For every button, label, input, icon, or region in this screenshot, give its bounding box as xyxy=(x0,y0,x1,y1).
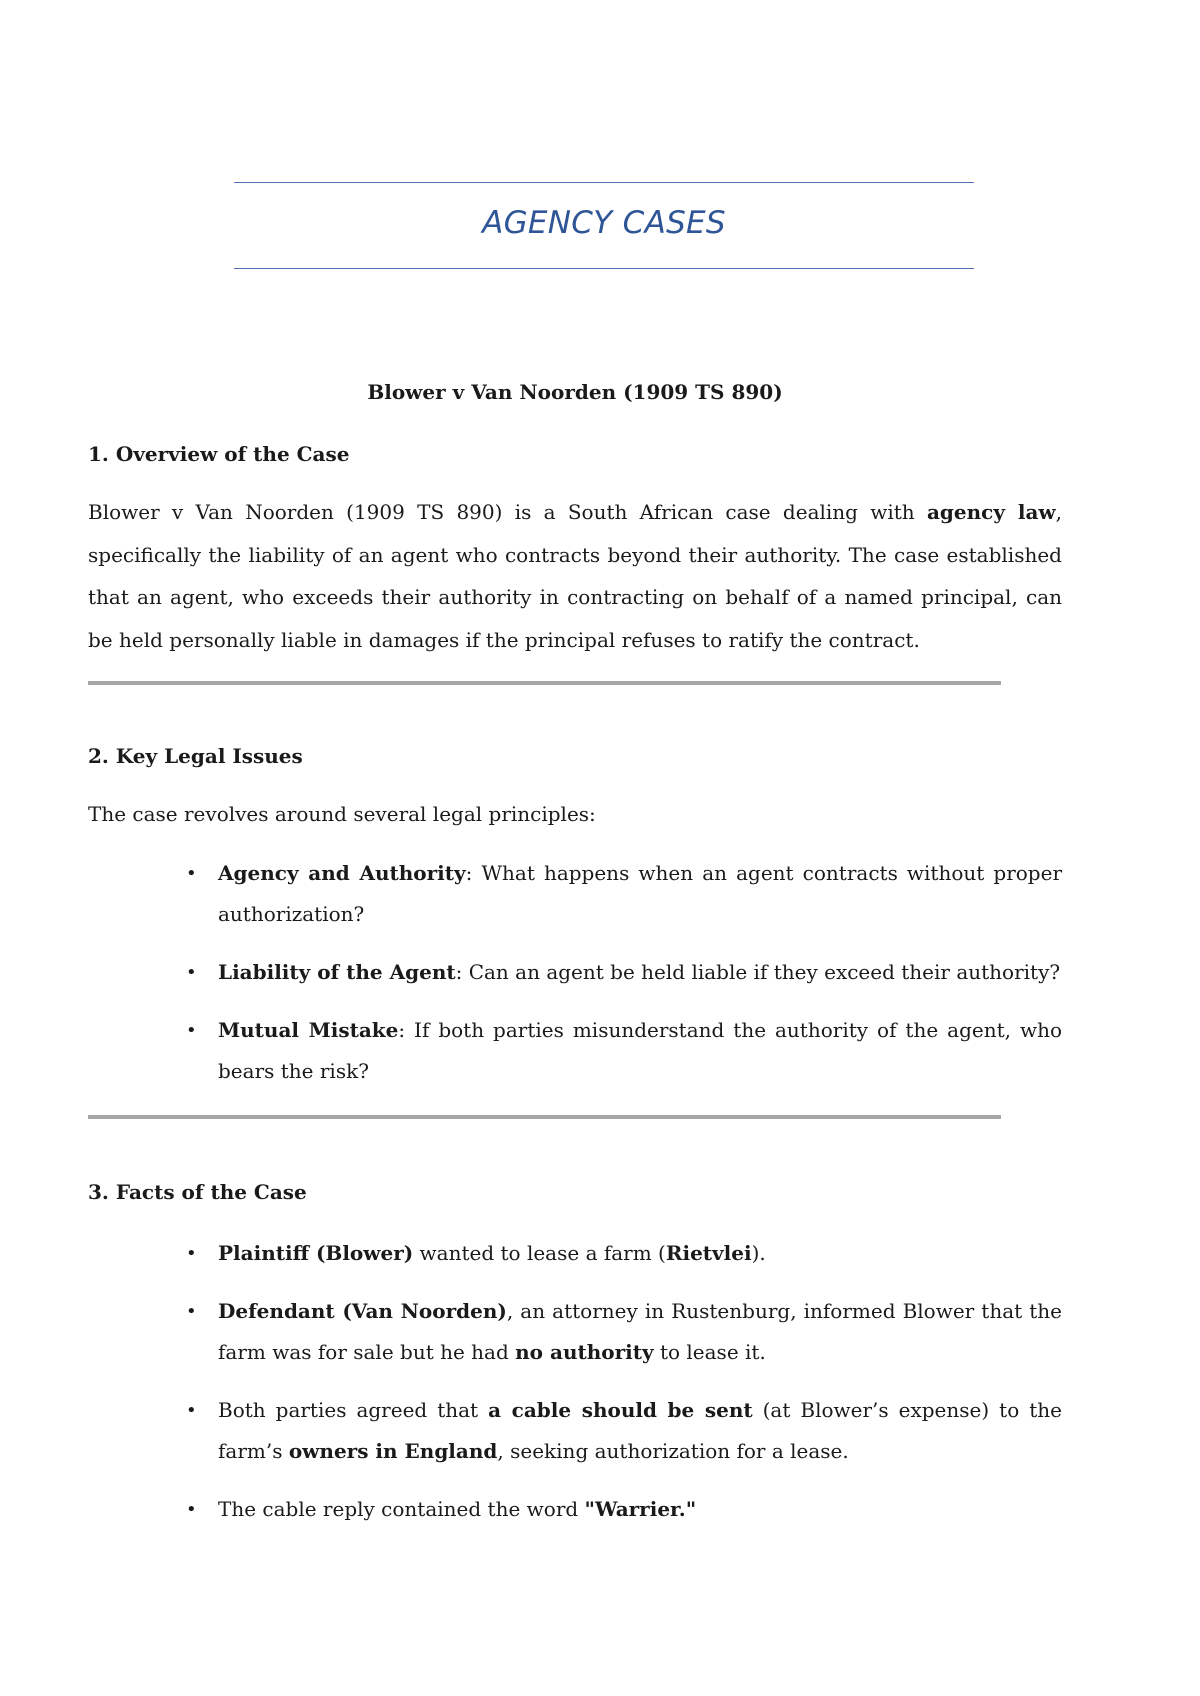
item-bold: Defendant (Van Noorden) xyxy=(218,1299,507,1323)
title-rule-top xyxy=(234,182,974,183)
bullet-icon: • xyxy=(186,1301,197,1322)
facts-list xyxy=(88,1233,1062,1530)
item-text: , an attorney in Rustenburg, informed Blower that the farm was for sale but he had xyxy=(218,1299,1062,1364)
list-item xyxy=(88,952,1062,993)
bullet-icon: • xyxy=(186,1243,197,1264)
issues-list xyxy=(88,853,1062,1092)
item-bold: Mutual Mistake xyxy=(218,1018,399,1042)
item-bold: Liability of the Agent xyxy=(218,960,456,984)
item-bold: "Warrier." xyxy=(584,1497,697,1521)
section-heading-overview: 1. Overview of the Case xyxy=(88,442,350,466)
issues-intro: The case revolves around several legal principles: xyxy=(88,802,596,826)
item-text: The cable reply contained the word xyxy=(218,1497,585,1521)
item-text: to lease it. xyxy=(653,1340,766,1364)
item-text: : Can an agent be held liable if they exceed their authority? xyxy=(455,960,1061,984)
item-bold: Agency and Authority xyxy=(218,861,466,885)
item-text: ). xyxy=(751,1241,766,1265)
item-text: wanted to lease a farm ( xyxy=(413,1241,666,1265)
section-heading-issues: 2. Key Legal Issues xyxy=(88,744,303,768)
bullet-icon: • xyxy=(186,1020,197,1041)
item-bold: no authority xyxy=(515,1340,654,1364)
overview-text-2: , specifically the liability of an agent who contracts beyond their authority. The case established that an agent, who exceeds their authority in contracting on behalf of a named principal, can be held personally liable in damages if the principal refuses to ratify the contract. xyxy=(88,500,1062,652)
list-item xyxy=(88,1010,1062,1092)
section-separator-1 xyxy=(88,681,1001,685)
bullet-icon: • xyxy=(186,962,197,983)
bullet-icon: • xyxy=(186,1400,197,1421)
item-bold: a cable should be sent xyxy=(488,1398,753,1422)
item-text: : If both parties misunderstand the authority of the agent, who bears the risk? xyxy=(218,1018,1062,1083)
overview-text-1: Blower v Van Noorden (1909 TS 890) is a South African case dealing with xyxy=(88,500,927,524)
section-heading-facts: 3. Facts of the Case xyxy=(88,1180,307,1204)
list-item xyxy=(88,853,1062,935)
overview-paragraph xyxy=(88,491,1062,661)
list-item xyxy=(88,1489,1062,1530)
item-bold: Rietvlei xyxy=(665,1241,752,1265)
document-title: AGENCY CASES xyxy=(482,205,726,241)
bullet-icon: • xyxy=(186,863,197,884)
list-item xyxy=(88,1291,1062,1373)
title-rule-bottom xyxy=(234,268,974,269)
item-bold: owners in England xyxy=(288,1439,498,1463)
section-separator-2 xyxy=(88,1115,1001,1119)
item-text: , seeking authorization for a lease. xyxy=(497,1439,849,1463)
overview-bold-agency-law: agency law xyxy=(926,500,1056,524)
list-item xyxy=(88,1390,1062,1472)
list-item xyxy=(88,1233,1062,1274)
item-text: Both parties agreed that xyxy=(218,1398,489,1422)
item-text: : What happens when an agent contracts without proper authorization? xyxy=(218,861,1063,926)
case-title: Blower v Van Noorden (1909 TS 890) xyxy=(367,380,783,404)
item-bold: Plaintiff (Blower) xyxy=(218,1241,414,1265)
bullet-icon: • xyxy=(186,1499,197,1520)
item-text: (at Blower’s expense) to the farm’s xyxy=(218,1398,1062,1463)
